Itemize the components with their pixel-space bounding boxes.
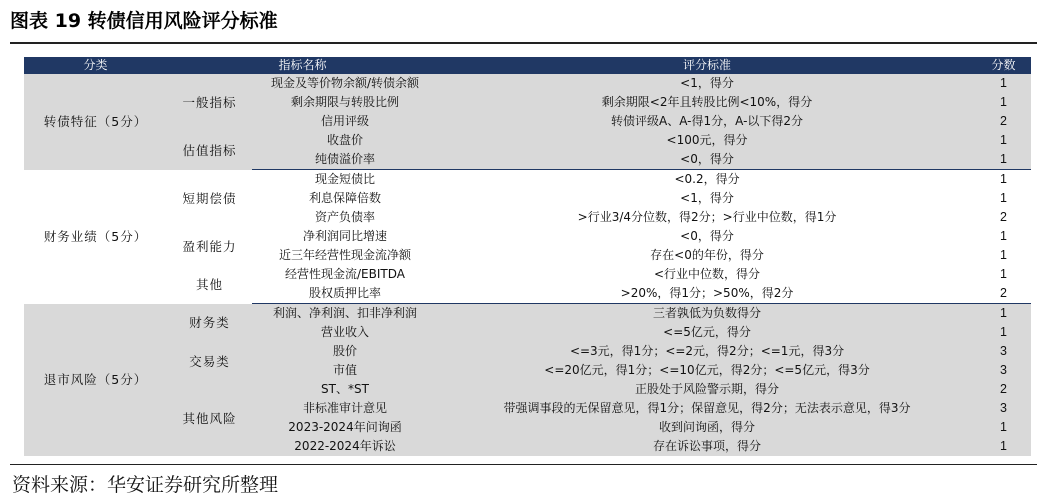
score-cell: 1 bbox=[976, 227, 1031, 246]
criterion-cell: >行业3/4分位数，得2分；>行业中位数，得1分 bbox=[438, 208, 976, 227]
criterion-cell: 收到问询函，得分 bbox=[438, 418, 976, 437]
indicator-cell: 近三年经营性现金流净额 bbox=[252, 246, 438, 265]
indicator-cell: 股权质押比率 bbox=[252, 284, 438, 304]
score-cell: 1 bbox=[976, 131, 1031, 150]
group-bond-features bbox=[24, 74, 1031, 170]
score-cell: 1 bbox=[976, 93, 1031, 112]
credit-risk-score-table bbox=[24, 57, 1031, 456]
criterion-cell: <=3元，得1分；<=2元，得2分；<=1元，得3分 bbox=[438, 342, 976, 361]
footer-rule bbox=[10, 464, 1037, 465]
score-cell: 1 bbox=[976, 246, 1031, 265]
indicator-cell: 市值 bbox=[252, 361, 438, 380]
score-cell: 2 bbox=[976, 208, 1031, 227]
criterion-cell: <0，得分 bbox=[438, 227, 976, 246]
indicator-cell: 经营性现金流/EBITDA bbox=[252, 265, 438, 284]
indicator-cell: 2023-2024年问询函 bbox=[252, 418, 438, 437]
subcategory-cell: 交易类 bbox=[167, 342, 252, 380]
header-criterion: 评分标准 bbox=[438, 57, 976, 74]
indicator-cell: ST、*ST bbox=[252, 380, 438, 399]
score-cell: 3 bbox=[976, 342, 1031, 361]
score-cell: 1 bbox=[976, 74, 1031, 93]
indicator-cell: 股价 bbox=[252, 342, 438, 361]
score-cell: 3 bbox=[976, 399, 1031, 418]
table-row bbox=[24, 380, 1031, 399]
group-delisting-risk bbox=[24, 304, 1031, 457]
subcategory-cell: 一般指标 bbox=[167, 74, 252, 131]
subcategory-cell: 其他风险 bbox=[167, 380, 252, 456]
title-rule bbox=[10, 42, 1037, 44]
criterion-cell: <行业中位数，得分 bbox=[438, 265, 976, 284]
indicator-cell: 剩余期限与转股比例 bbox=[252, 93, 438, 112]
indicator-cell: 资产负债率 bbox=[252, 208, 438, 227]
score-cell: 1 bbox=[976, 437, 1031, 456]
indicator-cell: 收盘价 bbox=[252, 131, 438, 150]
group-financial-performance bbox=[24, 170, 1031, 304]
header-indicator: 指标名称 bbox=[167, 57, 438, 74]
score-cell: 1 bbox=[976, 150, 1031, 170]
indicator-cell: 利息保障倍数 bbox=[252, 189, 438, 208]
category-cell: 财务业绩（5分） bbox=[24, 170, 167, 304]
score-cell: 1 bbox=[976, 265, 1031, 284]
criterion-cell: 带强调事段的无保留意见，得1分；保留意见，得2分；无法表示意见，得3分 bbox=[438, 399, 976, 418]
criterion-cell: <100元，得分 bbox=[438, 131, 976, 150]
criterion-cell: <0，得分 bbox=[438, 150, 976, 170]
subcategory-cell: 估值指标 bbox=[167, 131, 252, 170]
criterion-cell: 剩余期限<2年且转股比例<10%，得分 bbox=[438, 93, 976, 112]
indicator-cell: 2022-2024年诉讼 bbox=[252, 437, 438, 456]
header-score: 分数 bbox=[976, 57, 1031, 74]
score-cell: 1 bbox=[976, 170, 1031, 190]
criterion-cell: 正股处于风险警示期，得分 bbox=[438, 380, 976, 399]
criterion-cell: >20%，得1分；>50%，得2分 bbox=[438, 284, 976, 304]
table-row bbox=[24, 342, 1031, 361]
score-cell: 1 bbox=[976, 304, 1031, 324]
criterion-cell: 存在诉讼事项，得分 bbox=[438, 437, 976, 456]
score-cell: 2 bbox=[976, 284, 1031, 304]
indicator-cell: 信用评级 bbox=[252, 112, 438, 131]
criterion-cell: <1，得分 bbox=[438, 189, 976, 208]
indicator-cell: 净利润同比增速 bbox=[252, 227, 438, 246]
score-cell: 2 bbox=[976, 112, 1031, 131]
criterion-cell: 三者孰低为负数得分 bbox=[438, 304, 976, 324]
table-row bbox=[24, 74, 1031, 93]
category-cell: 退市风险（5分） bbox=[24, 304, 167, 457]
category-cell: 转债特征（5分） bbox=[24, 74, 167, 170]
criterion-cell: <=5亿元，得分 bbox=[438, 323, 976, 342]
score-cell: 2 bbox=[976, 380, 1031, 399]
indicator-cell: 纯债溢价率 bbox=[252, 150, 438, 170]
subcategory-cell: 短期偿债 bbox=[167, 170, 252, 228]
score-cell: 3 bbox=[976, 361, 1031, 380]
table-row bbox=[24, 265, 1031, 284]
table-row bbox=[24, 131, 1031, 150]
score-cell: 1 bbox=[976, 418, 1031, 437]
criterion-cell: 转债评级A、A-得1分，A-以下得2分 bbox=[438, 112, 976, 131]
header-category: 分类 bbox=[24, 57, 167, 74]
score-cell: 1 bbox=[976, 323, 1031, 342]
criterion-cell: <1，得分 bbox=[438, 74, 976, 93]
criterion-cell: 存在<0的年份，得分 bbox=[438, 246, 976, 265]
table-row bbox=[24, 227, 1031, 246]
indicator-cell: 利润、净利润、扣非净利润 bbox=[252, 304, 438, 324]
criterion-cell: <=20亿元，得1分；<=10亿元，得2分；<=5亿元，得3分 bbox=[438, 361, 976, 380]
indicator-cell: 现金短债比 bbox=[252, 170, 438, 190]
table-row bbox=[24, 304, 1031, 324]
subcategory-cell: 盈利能力 bbox=[167, 227, 252, 265]
table-row bbox=[24, 170, 1031, 190]
table-header-row bbox=[24, 57, 1031, 74]
figure-title: 图表 19 转债信用风险评分标准 bbox=[10, 10, 278, 32]
subcategory-cell: 其他 bbox=[167, 265, 252, 304]
subcategory-cell: 财务类 bbox=[167, 304, 252, 343]
score-cell: 1 bbox=[976, 189, 1031, 208]
indicator-cell: 非标准审计意见 bbox=[252, 399, 438, 418]
criterion-cell: <0.2，得分 bbox=[438, 170, 976, 190]
indicator-cell: 现金及等价物余额/转债余额 bbox=[252, 74, 438, 93]
source-note: 资料来源：华安证券研究所整理 bbox=[12, 474, 279, 496]
indicator-cell: 营业收入 bbox=[252, 323, 438, 342]
